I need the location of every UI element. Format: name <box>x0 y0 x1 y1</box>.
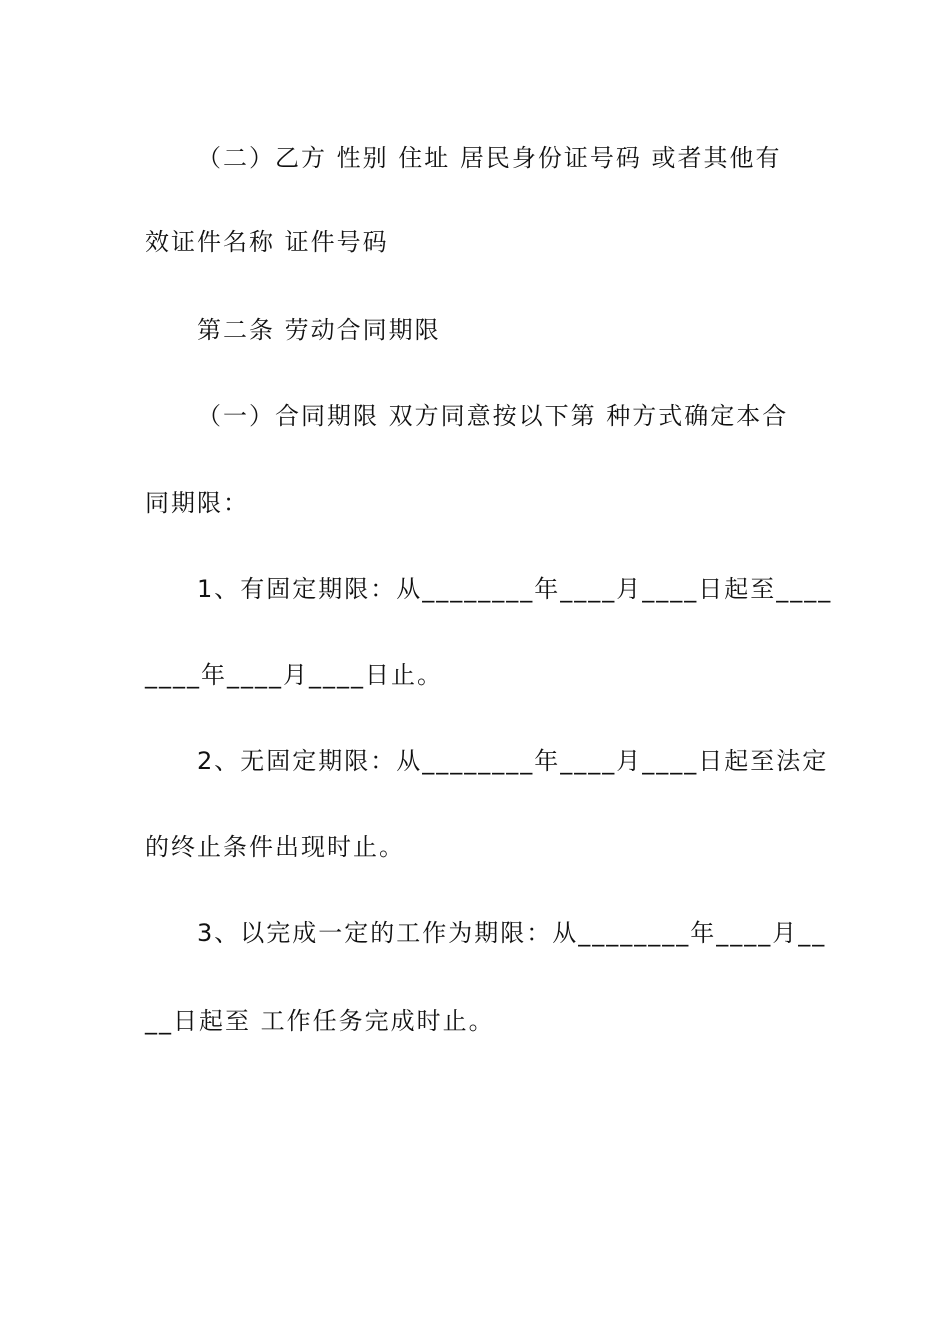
task-term-line-2: __日起至 工作任务完成时止。 <box>145 1007 495 1035</box>
contract-term-line-2: 同期限： <box>145 489 249 517</box>
party-b-info-line-1: （二）乙方 性别 住址 居民身份证号码 或者其他有 <box>197 144 782 172</box>
fixed-term-line-2: ____年____月____日止。 <box>145 661 443 689</box>
open-term-line-1: 2、无固定期限：从________年____月____日起至法定 <box>197 747 829 775</box>
party-b-info-line-2: 效证件名称 证件号码 <box>145 228 389 256</box>
task-term-line-1: 3、以完成一定的工作为期限：从________年____月__ <box>197 919 827 947</box>
open-term-line-2: 的终止条件出现时止。 <box>145 833 405 861</box>
fixed-term-line-1: 1、有固定期限：从________年____月____日起至____ <box>197 575 833 603</box>
contract-term-line-1: （一）合同期限 双方同意按以下第 种方式确定本合 <box>197 402 789 430</box>
article-2-heading: 第二条 劳动合同期限 <box>197 316 441 344</box>
